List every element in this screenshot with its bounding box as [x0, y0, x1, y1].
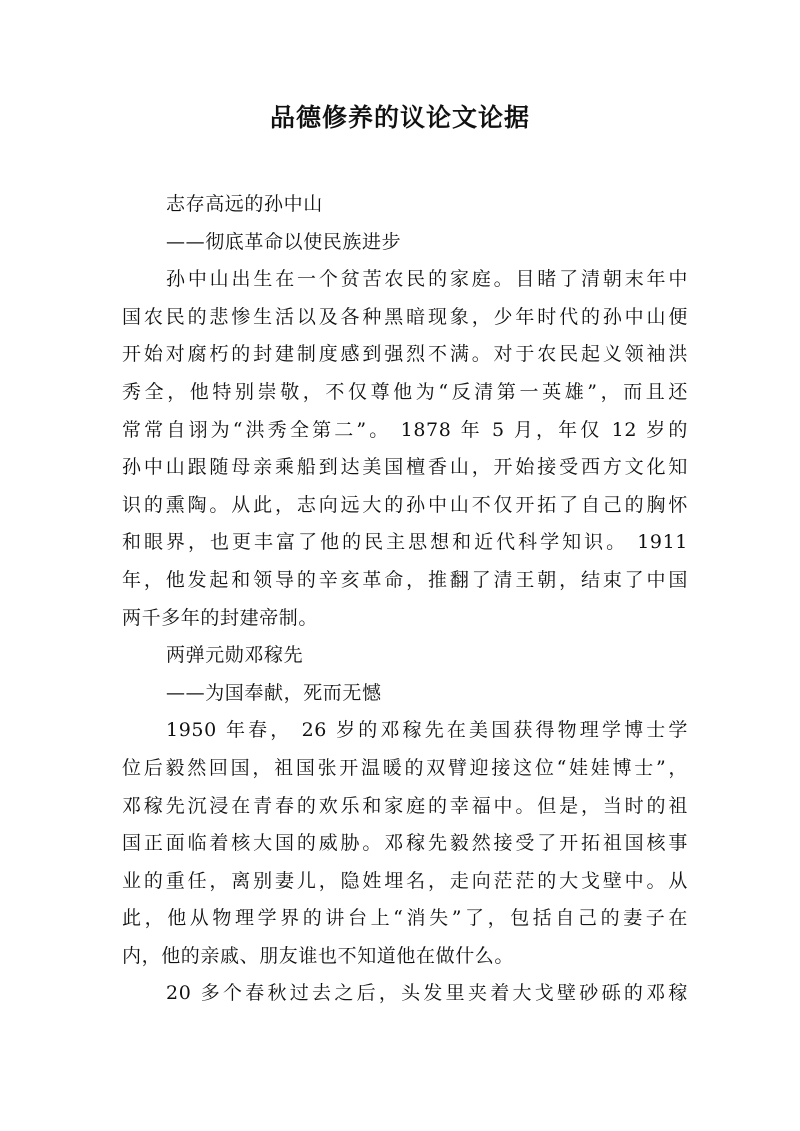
paragraph-line: 业的重任，离别妻儿，隐姓埋名，走向茫茫的大戈壁中。从	[122, 869, 688, 892]
paragraph-line: 内，他的亲戚、朋友谁也不知道他在做什么。	[122, 944, 515, 967]
paragraph-line: 两千多年的封建帝制。	[122, 606, 319, 629]
section-heading: 两弹元勋邓稼先	[166, 644, 304, 667]
paragraph-line: 1950 年春， 26 岁的邓稼先在美国获得物理学博士学	[166, 719, 688, 742]
paragraph-line: 位后毅然回国，祖国张开温暖的双臂迎接这位“娃娃博士”，	[122, 756, 688, 779]
section-subheading: ——为国奉献，死而无憾	[166, 681, 382, 704]
paragraph-line: 开始对腐朽的封建制度感到强烈不满。对于农民起义领袖洪	[122, 343, 688, 366]
paragraph-line: 秀全，他特别崇敬，不仅尊他为“反清第一英雄”，而且还	[122, 380, 688, 403]
paragraph-line: 识的熏陶。从此，志向远大的孙中山不仅开拓了自己的胸怀	[122, 493, 688, 516]
paragraph-line: 国正面临着核大国的威胁。邓稼先毅然接受了开拓祖国核事	[122, 832, 688, 855]
document-title: 品德修养的议论文论据	[269, 103, 530, 132]
paragraph-line: 和眼界，也更丰富了他的民主思想和近代科学知识。 1911	[122, 531, 688, 554]
paragraph-line: 邓稼先沉浸在青春的欢乐和家庭的幸福中。但是，当时的祖	[122, 794, 688, 817]
document-body	[122, 186, 688, 1013]
paragraph-line: 孙中山出生在一个贫苦农民的家庭。目睹了清朝末年中	[166, 268, 688, 291]
paragraph-line: 孙中山跟随母亲乘船到达美国檀香山，开始接受西方文化知	[122, 456, 688, 479]
section-heading: 志存高远的孙中山	[166, 193, 323, 215]
paragraph-line: 国农民的悲惨生活以及各种黑暗现象，少年时代的孙中山便	[122, 305, 688, 328]
section-subheading: ——彻底革命以使民族进步	[166, 230, 402, 253]
paragraph-line: 此，他从物理学界的讲台上“消失”了，包括自己的妻子在	[122, 907, 688, 930]
paragraph-line: 20 多个春秋过去之后，头发里夹着大戈壁砂砾的邓稼	[166, 982, 688, 1005]
paragraph-line: 年，他发起和领导的辛亥革命，推翻了清王朝，结束了中国	[122, 568, 688, 591]
paragraph-line: 常常自诩为“洪秀全第二”。 1878 年 5 月，年仅 12 岁的	[122, 418, 688, 441]
